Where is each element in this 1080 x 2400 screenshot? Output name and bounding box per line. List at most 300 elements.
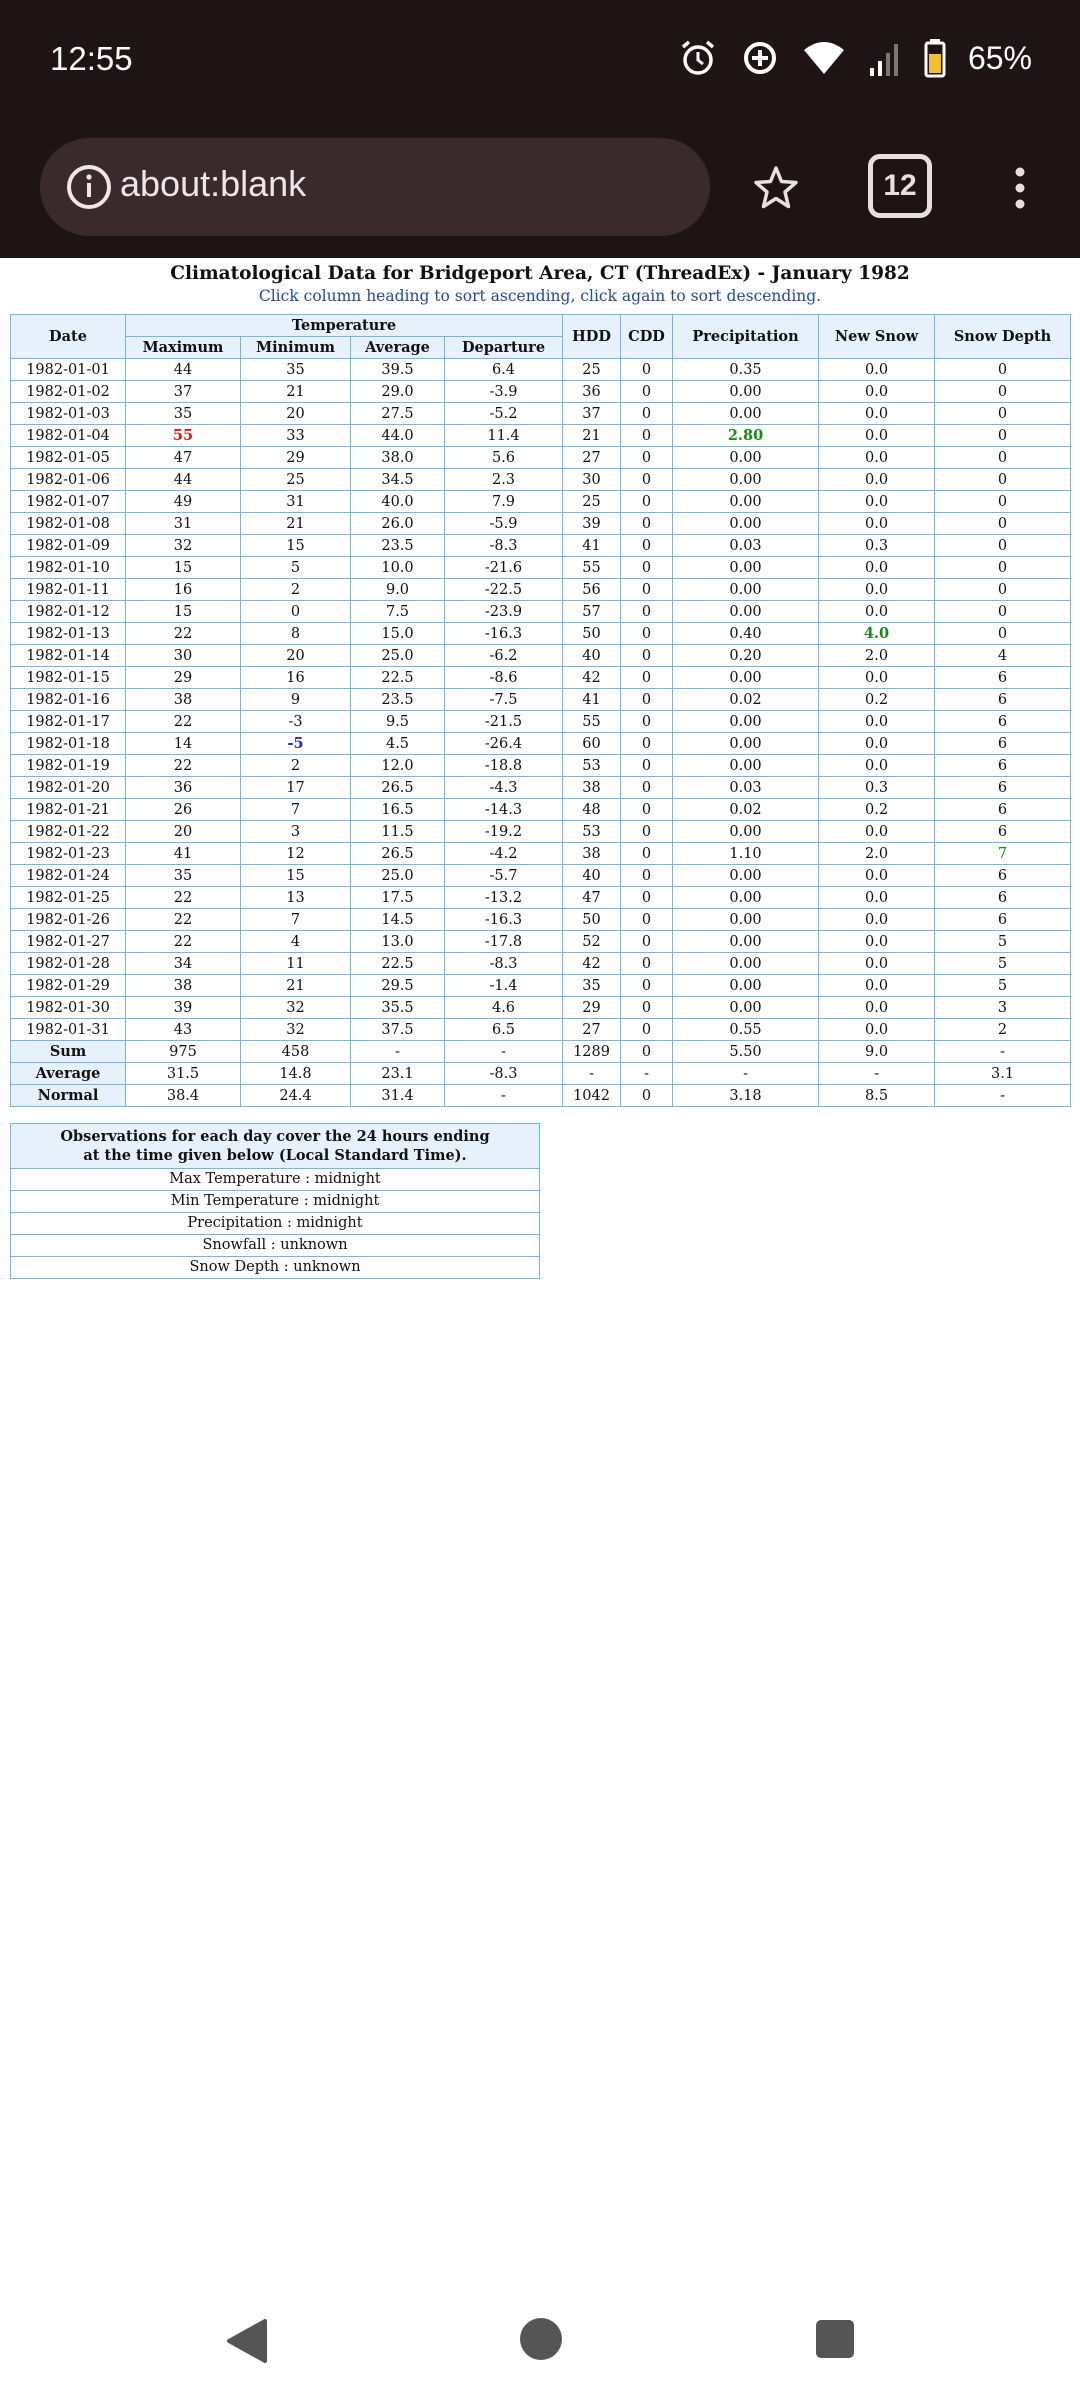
table-row xyxy=(11,447,1071,469)
table-cell: 25.0 xyxy=(351,865,445,887)
table-row xyxy=(11,733,1071,755)
summary-cell: 1042 xyxy=(563,1085,621,1107)
table-cell: 47 xyxy=(126,447,241,469)
table-cell: 0 xyxy=(621,403,673,425)
table-cell: 0.02 xyxy=(673,799,819,821)
table-cell: -16.3 xyxy=(445,909,563,931)
table-cell: 26 xyxy=(126,799,241,821)
wifi-icon xyxy=(802,38,846,78)
table-cell: 39 xyxy=(563,513,621,535)
table-cell: 0.0 xyxy=(819,381,935,403)
notes-row xyxy=(11,1191,540,1213)
notes-header xyxy=(11,1124,540,1169)
table-row xyxy=(11,557,1071,579)
table-cell: -3 xyxy=(241,711,351,733)
table-cell: 0.20 xyxy=(673,645,819,667)
notes-row xyxy=(11,1169,540,1191)
row-date: 1982-01-04 xyxy=(11,425,126,447)
table-cell: 0 xyxy=(621,931,673,953)
row-date: 1982-01-01 xyxy=(11,359,126,381)
summary-label: Normal xyxy=(11,1085,126,1107)
table-cell: 30 xyxy=(563,469,621,491)
row-date: 1982-01-05 xyxy=(11,447,126,469)
row-date: 1982-01-10 xyxy=(11,557,126,579)
table-cell: -16.3 xyxy=(445,623,563,645)
table-cell: 29.5 xyxy=(351,975,445,997)
table-cell: 11 xyxy=(241,953,351,975)
table-cell: 40.0 xyxy=(351,491,445,513)
table-cell: 53 xyxy=(563,821,621,843)
battery-percent: 65% xyxy=(967,39,1032,76)
table-cell: 7 xyxy=(935,843,1071,865)
table-cell: 15 xyxy=(126,557,241,579)
table-cell: 2.0 xyxy=(819,645,935,667)
table-cell: -21.5 xyxy=(445,711,563,733)
summary-cell: - xyxy=(445,1041,563,1063)
navigation-bar xyxy=(0,2280,1080,2400)
row-date: 1982-01-08 xyxy=(11,513,126,535)
table-cell: 0.0 xyxy=(819,711,935,733)
table-cell: 21 xyxy=(241,975,351,997)
table-cell: 6 xyxy=(935,733,1071,755)
table-cell: 0 xyxy=(621,1019,673,1041)
row-date: 1982-01-28 xyxy=(11,953,126,975)
status-icons xyxy=(678,38,1032,78)
table-cell: 0 xyxy=(241,601,351,623)
table-row xyxy=(11,755,1071,777)
table-cell: 0.3 xyxy=(819,777,935,799)
table-cell: 0.0 xyxy=(819,601,935,623)
table-cell: 0 xyxy=(935,601,1071,623)
table-cell: 0.0 xyxy=(819,975,935,997)
table-row xyxy=(11,711,1071,733)
table-cell: 9.5 xyxy=(351,711,445,733)
header-cdd[interactable]: CDD xyxy=(621,315,673,359)
bookmark-star-button[interactable] xyxy=(736,148,816,228)
notes-item: Snow Depth : unknown xyxy=(11,1257,540,1279)
row-date: 1982-01-24 xyxy=(11,865,126,887)
table-cell: 4.5 xyxy=(351,733,445,755)
table-cell: 0 xyxy=(935,513,1071,535)
table-cell: -5.2 xyxy=(445,403,563,425)
table-cell: 32 xyxy=(241,1019,351,1041)
table-cell: 0.00 xyxy=(673,403,819,425)
table-cell: 7.5 xyxy=(351,601,445,623)
table-row xyxy=(11,799,1071,821)
page-subtitle: Click column heading to sort ascending, click again to sort descending. xyxy=(258,287,822,305)
table-cell: 26.0 xyxy=(351,513,445,535)
table-cell: -7.5 xyxy=(445,689,563,711)
table-cell: 27.5 xyxy=(351,403,445,425)
table-row xyxy=(11,491,1071,513)
table-cell: 0.00 xyxy=(673,733,819,755)
table-cell: 48 xyxy=(563,799,621,821)
table-row xyxy=(11,601,1071,623)
table-cell: 4.0 xyxy=(819,623,935,645)
row-date: 1982-01-25 xyxy=(11,887,126,909)
table-cell: 0.0 xyxy=(819,931,935,953)
table-cell: 35 xyxy=(241,359,351,381)
table-cell: 0 xyxy=(621,513,673,535)
summary-cell: 9.0 xyxy=(819,1041,935,1063)
row-date: 1982-01-20 xyxy=(11,777,126,799)
table-cell: 0.00 xyxy=(673,975,819,997)
summary-cell: - xyxy=(351,1041,445,1063)
table-cell: 15 xyxy=(241,865,351,887)
summary-cell: - xyxy=(673,1063,819,1085)
notes-item: Max Temperature : midnight xyxy=(11,1169,540,1191)
table-cell: 16 xyxy=(126,579,241,601)
table-row xyxy=(11,667,1071,689)
notes-header-line1: Observations for each day cover the 24 hours ending xyxy=(60,1128,490,1145)
table-cell: 0.00 xyxy=(673,579,819,601)
table-cell: 39.5 xyxy=(351,359,445,381)
table-row xyxy=(11,909,1071,931)
summary-cell: - xyxy=(563,1063,621,1085)
table-cell: 16.5 xyxy=(351,799,445,821)
info-icon[interactable] xyxy=(58,156,120,218)
table-cell: 37.5 xyxy=(351,1019,445,1041)
table-cell: -5 xyxy=(241,733,351,755)
row-date: 1982-01-21 xyxy=(11,799,126,821)
table-cell: 23.5 xyxy=(351,535,445,557)
table-cell: 0 xyxy=(621,447,673,469)
home-icon[interactable] xyxy=(520,2318,562,2360)
table-cell: 6 xyxy=(935,667,1071,689)
row-date: 1982-01-17 xyxy=(11,711,126,733)
table-cell: 22.5 xyxy=(351,667,445,689)
table-cell: 0.00 xyxy=(673,513,819,535)
table-cell: 0.0 xyxy=(819,909,935,931)
table-cell: 0.00 xyxy=(673,887,819,909)
table-cell: 0 xyxy=(621,997,673,1019)
row-date: 1982-01-27 xyxy=(11,931,126,953)
table-cell: 6 xyxy=(935,755,1071,777)
table-cell: 4.6 xyxy=(445,997,563,1019)
table-cell: 25 xyxy=(241,469,351,491)
row-date: 1982-01-13 xyxy=(11,623,126,645)
row-date: 1982-01-22 xyxy=(11,821,126,843)
table-cell: 37 xyxy=(563,403,621,425)
summary-cell: 38.4 xyxy=(126,1085,241,1107)
table-cell: -21.6 xyxy=(445,557,563,579)
header-hdd[interactable]: HDD xyxy=(563,315,621,359)
observation-notes xyxy=(10,1123,540,1279)
table-cell: 13.0 xyxy=(351,931,445,953)
table-cell: 0 xyxy=(621,469,673,491)
summary-cell: 1289 xyxy=(563,1041,621,1063)
recents-icon[interactable] xyxy=(816,2320,854,2358)
table-cell: 0.00 xyxy=(673,557,819,579)
header-precipitation[interactable]: Precipitation xyxy=(673,315,819,359)
table-cell: 0 xyxy=(935,557,1071,579)
header-minimum[interactable]: Minimum xyxy=(241,337,351,359)
table-cell: 6 xyxy=(935,777,1071,799)
table-cell: 17.5 xyxy=(351,887,445,909)
table-cell: 0.0 xyxy=(819,469,935,491)
table-cell: 0.00 xyxy=(673,667,819,689)
table-cell: 21 xyxy=(241,513,351,535)
table-cell: 0 xyxy=(621,711,673,733)
row-date: 1982-01-07 xyxy=(11,491,126,513)
table-row xyxy=(11,645,1071,667)
table-cell: 17 xyxy=(241,777,351,799)
table-cell: -23.9 xyxy=(445,601,563,623)
table-cell: -4.3 xyxy=(445,777,563,799)
table-cell: 22 xyxy=(126,887,241,909)
table-cell: 5 xyxy=(935,953,1071,975)
table-cell: 0 xyxy=(621,645,673,667)
table-cell: 0 xyxy=(621,667,673,689)
row-date: 1982-01-12 xyxy=(11,601,126,623)
summary-cell: 3.18 xyxy=(673,1085,819,1107)
table-cell: 49 xyxy=(126,491,241,513)
table-cell: -13.2 xyxy=(445,887,563,909)
back-icon[interactable] xyxy=(225,2318,269,2364)
table-cell: 0.00 xyxy=(673,865,819,887)
table-cell: 6 xyxy=(935,887,1071,909)
summary-row xyxy=(11,1063,1071,1085)
table-cell: 41 xyxy=(563,535,621,557)
table-cell: 12 xyxy=(241,843,351,865)
header-departure[interactable]: Departure xyxy=(445,337,563,359)
header-maximum[interactable]: Maximum xyxy=(126,337,241,359)
table-cell: 44.0 xyxy=(351,425,445,447)
table-cell: 15.0 xyxy=(351,623,445,645)
table-cell: 35 xyxy=(563,975,621,997)
table-cell: 35 xyxy=(126,403,241,425)
table-cell: 9.0 xyxy=(351,579,445,601)
row-date: 1982-01-31 xyxy=(11,1019,126,1041)
row-date: 1982-01-03 xyxy=(11,403,126,425)
table-cell: 0.00 xyxy=(673,601,819,623)
table-cell: 0 xyxy=(935,425,1071,447)
notes-item: Precipitation : midnight xyxy=(11,1213,540,1235)
table-cell: 0.00 xyxy=(673,821,819,843)
table-cell: 7 xyxy=(241,799,351,821)
table-cell: 0 xyxy=(935,359,1071,381)
notes-row xyxy=(11,1235,540,1257)
table-cell: 20 xyxy=(126,821,241,843)
status-bar xyxy=(0,0,1080,125)
table-cell: 0 xyxy=(621,975,673,997)
table-cell: 0.0 xyxy=(819,953,935,975)
table-cell: 50 xyxy=(563,623,621,645)
table-cell: 34.5 xyxy=(351,469,445,491)
table-cell: 9 xyxy=(241,689,351,711)
table-cell: 0 xyxy=(935,491,1071,513)
summary-cell: 3.1 xyxy=(935,1063,1071,1085)
table-cell: 10.0 xyxy=(351,557,445,579)
table-cell: 22 xyxy=(126,755,241,777)
table-cell: 27 xyxy=(563,1019,621,1041)
table-cell: 13 xyxy=(241,887,351,909)
page-content xyxy=(10,262,1070,1107)
summary-cell: - xyxy=(819,1063,935,1085)
alarm-icon xyxy=(678,38,718,78)
table-cell: 3 xyxy=(935,997,1071,1019)
table-cell: 6 xyxy=(935,711,1071,733)
table-cell: 38 xyxy=(563,777,621,799)
table-cell: 0 xyxy=(935,381,1071,403)
table-cell: 0 xyxy=(621,579,673,601)
table-cell: 0.2 xyxy=(819,799,935,821)
table-cell: -5.7 xyxy=(445,865,563,887)
table-cell: 25 xyxy=(563,491,621,513)
summary-cell: 24.4 xyxy=(241,1085,351,1107)
header-average[interactable]: Average xyxy=(351,337,445,359)
table-cell: 0.02 xyxy=(673,689,819,711)
table-cell: 0.03 xyxy=(673,535,819,557)
table-cell: 0 xyxy=(621,843,673,865)
address-bar[interactable] xyxy=(40,138,710,236)
table-cell: 38 xyxy=(126,689,241,711)
summary-body xyxy=(11,1041,1071,1107)
table-cell: -19.2 xyxy=(445,821,563,843)
table-row xyxy=(11,843,1071,865)
tab-switcher-button[interactable] xyxy=(862,148,942,228)
row-date: 1982-01-26 xyxy=(11,909,126,931)
table-cell: -18.8 xyxy=(445,755,563,777)
summary-cell: - xyxy=(935,1041,1071,1063)
table-cell: 0.0 xyxy=(819,491,935,513)
table-cell: 29 xyxy=(126,667,241,689)
table-cell: 11.5 xyxy=(351,821,445,843)
table-cell: 39 xyxy=(126,997,241,1019)
table-cell: 0.0 xyxy=(819,359,935,381)
table-cell: 16 xyxy=(241,667,351,689)
table-cell: 0.0 xyxy=(819,447,935,469)
table-cell: 2 xyxy=(241,579,351,601)
summary-cell: 31.5 xyxy=(126,1063,241,1085)
table-cell: 0 xyxy=(621,909,673,931)
table-cell: 6 xyxy=(935,821,1071,843)
row-date: 1982-01-30 xyxy=(11,997,126,1019)
header-date[interactable]: Date xyxy=(11,315,126,359)
table-row xyxy=(11,887,1071,909)
table-cell: 8 xyxy=(241,623,351,645)
table-cell: 53 xyxy=(563,755,621,777)
row-date: 1982-01-16 xyxy=(11,689,126,711)
table-row xyxy=(11,535,1071,557)
table-row xyxy=(11,975,1071,997)
table-cell: 0 xyxy=(935,579,1071,601)
notes-header-line2: at the time given below (Local Standard Time). xyxy=(83,1147,467,1164)
table-cell: 0.00 xyxy=(673,997,819,1019)
table-cell: 5 xyxy=(241,557,351,579)
table-cell: 0.00 xyxy=(673,381,819,403)
table-cell: 57 xyxy=(563,601,621,623)
table-cell: 0.03 xyxy=(673,777,819,799)
summary-cell: 5.50 xyxy=(673,1041,819,1063)
table-cell: 55 xyxy=(563,557,621,579)
table-cell: 42 xyxy=(563,953,621,975)
table-cell: 26.5 xyxy=(351,777,445,799)
table-cell: 3 xyxy=(241,821,351,843)
table-cell: 0.0 xyxy=(819,997,935,1019)
table-cell: 0 xyxy=(621,887,673,909)
table-cell: 7.9 xyxy=(445,491,563,513)
table-cell: 50 xyxy=(563,909,621,931)
table-cell: 0 xyxy=(621,425,673,447)
table-cell: 6 xyxy=(935,689,1071,711)
table-row xyxy=(11,623,1071,645)
tab-switcher-icon[interactable]: 12 xyxy=(868,154,932,218)
table-cell: 22 xyxy=(126,931,241,953)
table-cell: 36 xyxy=(563,381,621,403)
summary-row xyxy=(11,1041,1071,1063)
table-row xyxy=(11,777,1071,799)
table-cell: 29.0 xyxy=(351,381,445,403)
summary-cell: 14.8 xyxy=(241,1063,351,1085)
row-date: 1982-01-18 xyxy=(11,733,126,755)
table-cell: 31 xyxy=(126,513,241,535)
table-cell: 0.0 xyxy=(819,667,935,689)
overflow-menu-icon[interactable] xyxy=(1010,164,1030,212)
summary-cell: 8.5 xyxy=(819,1085,935,1107)
table-cell: 41 xyxy=(126,843,241,865)
notes-row xyxy=(11,1257,540,1279)
row-date: 1982-01-02 xyxy=(11,381,126,403)
summary-cell: -8.3 xyxy=(445,1063,563,1085)
table-cell: 0 xyxy=(621,557,673,579)
table-cell: 56 xyxy=(563,579,621,601)
row-date: 1982-01-15 xyxy=(11,667,126,689)
data-saver-icon xyxy=(740,38,780,78)
table-cell: 11.4 xyxy=(445,425,563,447)
table-cell: -8.3 xyxy=(445,953,563,975)
table-cell: 0 xyxy=(935,403,1071,425)
overflow-menu-button[interactable] xyxy=(980,148,1060,228)
table-cell: 0.35 xyxy=(673,359,819,381)
table-cell: 0 xyxy=(621,601,673,623)
table-cell: -22.5 xyxy=(445,579,563,601)
table-cell: 0 xyxy=(621,359,673,381)
table-cell: 55 xyxy=(563,711,621,733)
table-cell: 52 xyxy=(563,931,621,953)
table-row xyxy=(11,469,1071,491)
url-text[interactable]: about:blank xyxy=(120,163,307,204)
table-row xyxy=(11,425,1071,447)
table-cell: 4 xyxy=(241,931,351,953)
notes-body xyxy=(11,1169,540,1279)
table-cell: -6.2 xyxy=(445,645,563,667)
table-cell: 0 xyxy=(935,623,1071,645)
table-cell: 42 xyxy=(563,667,621,689)
table-cell: 7 xyxy=(241,909,351,931)
table-cell: 35 xyxy=(126,865,241,887)
table-cell: 36 xyxy=(126,777,241,799)
summary-row xyxy=(11,1085,1071,1107)
header-snow-depth[interactable]: Snow Depth xyxy=(935,315,1071,359)
row-date: 1982-01-29 xyxy=(11,975,126,997)
table-row xyxy=(11,689,1071,711)
table-cell: 40 xyxy=(563,645,621,667)
summary-cell: - xyxy=(621,1063,673,1085)
battery-icon xyxy=(924,38,946,78)
header-new-snow[interactable]: New Snow xyxy=(819,315,935,359)
table-cell: 31 xyxy=(241,491,351,513)
notes-item: Min Temperature : midnight xyxy=(11,1191,540,1213)
table-row xyxy=(11,513,1071,535)
table-cell: 0 xyxy=(621,689,673,711)
table-cell: 55 xyxy=(126,425,241,447)
bookmark-star-icon[interactable] xyxy=(752,164,800,212)
table-cell: 0.00 xyxy=(673,711,819,733)
table-cell: 2 xyxy=(935,1019,1071,1041)
table-cell: 22.5 xyxy=(351,953,445,975)
table-cell: 0.0 xyxy=(819,821,935,843)
